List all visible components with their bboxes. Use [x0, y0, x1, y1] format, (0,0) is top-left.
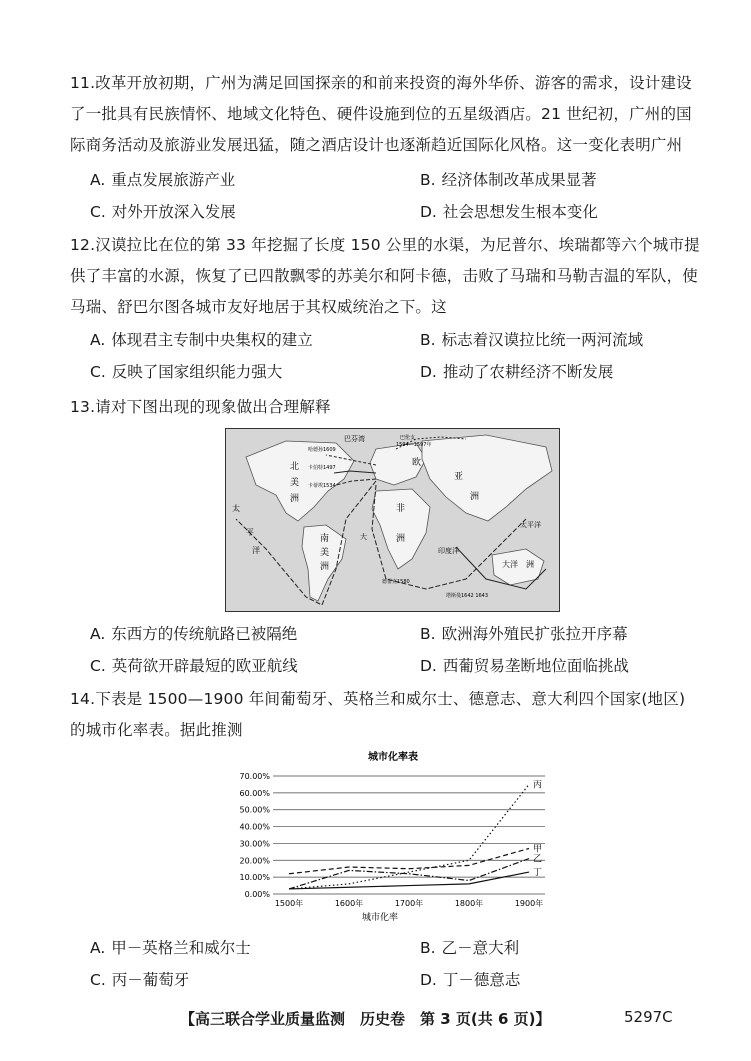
map-route-label: 卡伯特1497 — [308, 465, 336, 471]
map-route-label: 德雷克1580 — [382, 579, 410, 585]
question-11 — [70, 68, 700, 161]
y-tick-label: 70.00% — [239, 772, 270, 781]
option-b: B. 乙－意大利 — [420, 939, 520, 957]
map-label-pacific-east: 太平洋 — [520, 521, 541, 529]
map-label-north-america: 美 — [290, 478, 300, 488]
series-lines — [289, 779, 542, 889]
map-label-south-america: 南 — [320, 534, 330, 544]
map-route-label: 巴伦支 — [400, 435, 416, 441]
question-number: 12. — [70, 236, 96, 254]
footer-code: 5297C — [624, 1008, 673, 1026]
map-label-africa: 洲 — [396, 534, 406, 544]
map-label-south-america: 洲 — [320, 562, 330, 572]
question-number: 13. — [70, 398, 96, 416]
series-label: 丁 — [533, 868, 543, 879]
y-tick-label: 30.00% — [239, 839, 270, 849]
question-14 — [70, 684, 700, 746]
question-stem: 改革开放初期，广州为满足回国探亲的和前来投资的海外华侨、游客的需求，设计建设了一批具有民族情怀、地域文化特色、硬件设施到位的五星级酒店。21 世纪初，广州的国际商务活动及旅游业发展迅猛，随之酒店设计也逐渐趋近国际化风格。这一变化表明广州 — [70, 74, 692, 154]
series-label: 乙 — [533, 854, 543, 865]
y-tick-label: 40.00% — [239, 822, 270, 832]
y-tick-label: 50.00% — [239, 805, 270, 815]
option-b: B. 经济体制改革成果显著 — [420, 171, 597, 189]
map-label-arctic: 巴芬湾 — [344, 435, 365, 443]
y-tick-label: 0.00% — [244, 890, 270, 899]
map-svg — [226, 429, 559, 611]
option-a: A. 重点发展旅游产业 — [90, 171, 236, 189]
x-tick-label: 1500年 — [274, 899, 304, 908]
series-label: 丙 — [533, 780, 543, 791]
question-number: 11. — [70, 74, 96, 92]
question-stem: 汉谟拉比在位的第 33 年挖掘了长度 150 公里的水渠，为尼普尔、埃瑞都等六个城市提供了丰富的水源，恢复了已四散飘零的苏美尔和阿卡德，击败了马瑞和马勒吉温的军队，使马瑞、舒巴尔图各城市友好地居于其权威统治之下。这 — [70, 236, 700, 316]
map-label-north-america: 北 — [290, 462, 300, 472]
chart-svg — [225, 748, 560, 926]
tick-labels — [239, 772, 543, 908]
series-line-1 — [289, 848, 529, 873]
y-tick-label: 60.00% — [239, 788, 270, 798]
y-tick-label: 20.00% — [239, 856, 270, 866]
urbanization-chart — [225, 748, 560, 926]
map-label-oceania: 洲 — [526, 560, 534, 569]
option-a: A. 体现君主专制中央集权的建立 — [90, 331, 313, 349]
map-route-label: 哈德孙1609 — [308, 447, 336, 453]
chart-title: 城市化率表 — [368, 752, 418, 763]
option-d: D. 推动了农耕经济不断发展 — [420, 363, 614, 381]
x-tick-label: 1600年 — [334, 899, 364, 908]
question-12 — [70, 230, 700, 323]
map-route-label: 1594—1597年 — [396, 442, 432, 448]
map-label-north-america: 洲 — [290, 494, 300, 504]
map-route-label: 塔斯曼1642 1643 — [446, 593, 489, 599]
map-label-pacific: 洋 — [252, 546, 260, 555]
series-line-2 — [289, 859, 529, 889]
option-d: D. 丁－德意志 — [420, 971, 521, 989]
option-b: B. 标志着汉谟拉比统一两河流域 — [420, 331, 644, 349]
y-tick-label: 10.00% — [239, 873, 270, 883]
option-a: A. 甲－英格兰和威尔士 — [90, 939, 251, 957]
question-stem: 下表是 1500—1900 年间葡萄牙、英格兰和威尔士、德意志、意大利四个国家(地区)的城市化率表。据此推测 — [70, 690, 686, 739]
footer-title: 【高三联合学业质量监测 历史卷 第 3 页(共 6 页)】 — [180, 1010, 551, 1028]
option-d: D. 社会思想发生根本变化 — [420, 203, 598, 221]
series-label: 甲 — [533, 844, 543, 855]
series-line-0 — [289, 784, 529, 889]
option-d: D. 西葡贸易垄断地位面临挑战 — [420, 657, 629, 675]
x-tick-label: 1700年 — [394, 899, 424, 908]
map-route-label: 卡蒂埃1534 — [308, 483, 336, 489]
map-label-asia: 亚 — [454, 472, 464, 482]
x-tick-label: 1800年 — [454, 899, 484, 908]
gridlines — [273, 776, 545, 894]
map-label-pacific: 平 — [246, 528, 254, 537]
map-label-oceania: 大洋 — [502, 560, 518, 569]
question-13 — [70, 392, 700, 423]
option-c: C. 对外开放深入发展 — [90, 203, 236, 221]
map-label-asia: 洲 — [470, 492, 480, 502]
map-label-europe: 欧 — [412, 458, 422, 468]
option-a: A. 东西方的传统航路已被隔绝 — [90, 625, 298, 643]
option-c: C. 英荷欲开辟最短的欧亚航线 — [90, 657, 298, 675]
map-label-south-america: 美 — [320, 548, 330, 558]
option-c: C. 反映了国家组织能力强大 — [90, 363, 283, 381]
x-axis-label: 城市化率 — [361, 913, 399, 923]
x-tick-label: 1900年 — [514, 899, 544, 908]
map-label-indian-ocean: 印度洋 — [438, 547, 459, 555]
option-c: C. 丙－葡萄牙 — [90, 971, 190, 989]
question-stem: 请对下图出现的现象做出合理解释 — [95, 398, 331, 416]
map-label-africa: 非 — [396, 504, 406, 514]
map-label-pacific: 太 — [232, 504, 240, 513]
map-label-atlantic: 大 — [360, 533, 367, 541]
question-number: 14. — [70, 690, 96, 708]
exploration-map — [225, 428, 560, 612]
option-b: B. 欧洲海外殖民扩张拉开序幕 — [420, 625, 628, 643]
